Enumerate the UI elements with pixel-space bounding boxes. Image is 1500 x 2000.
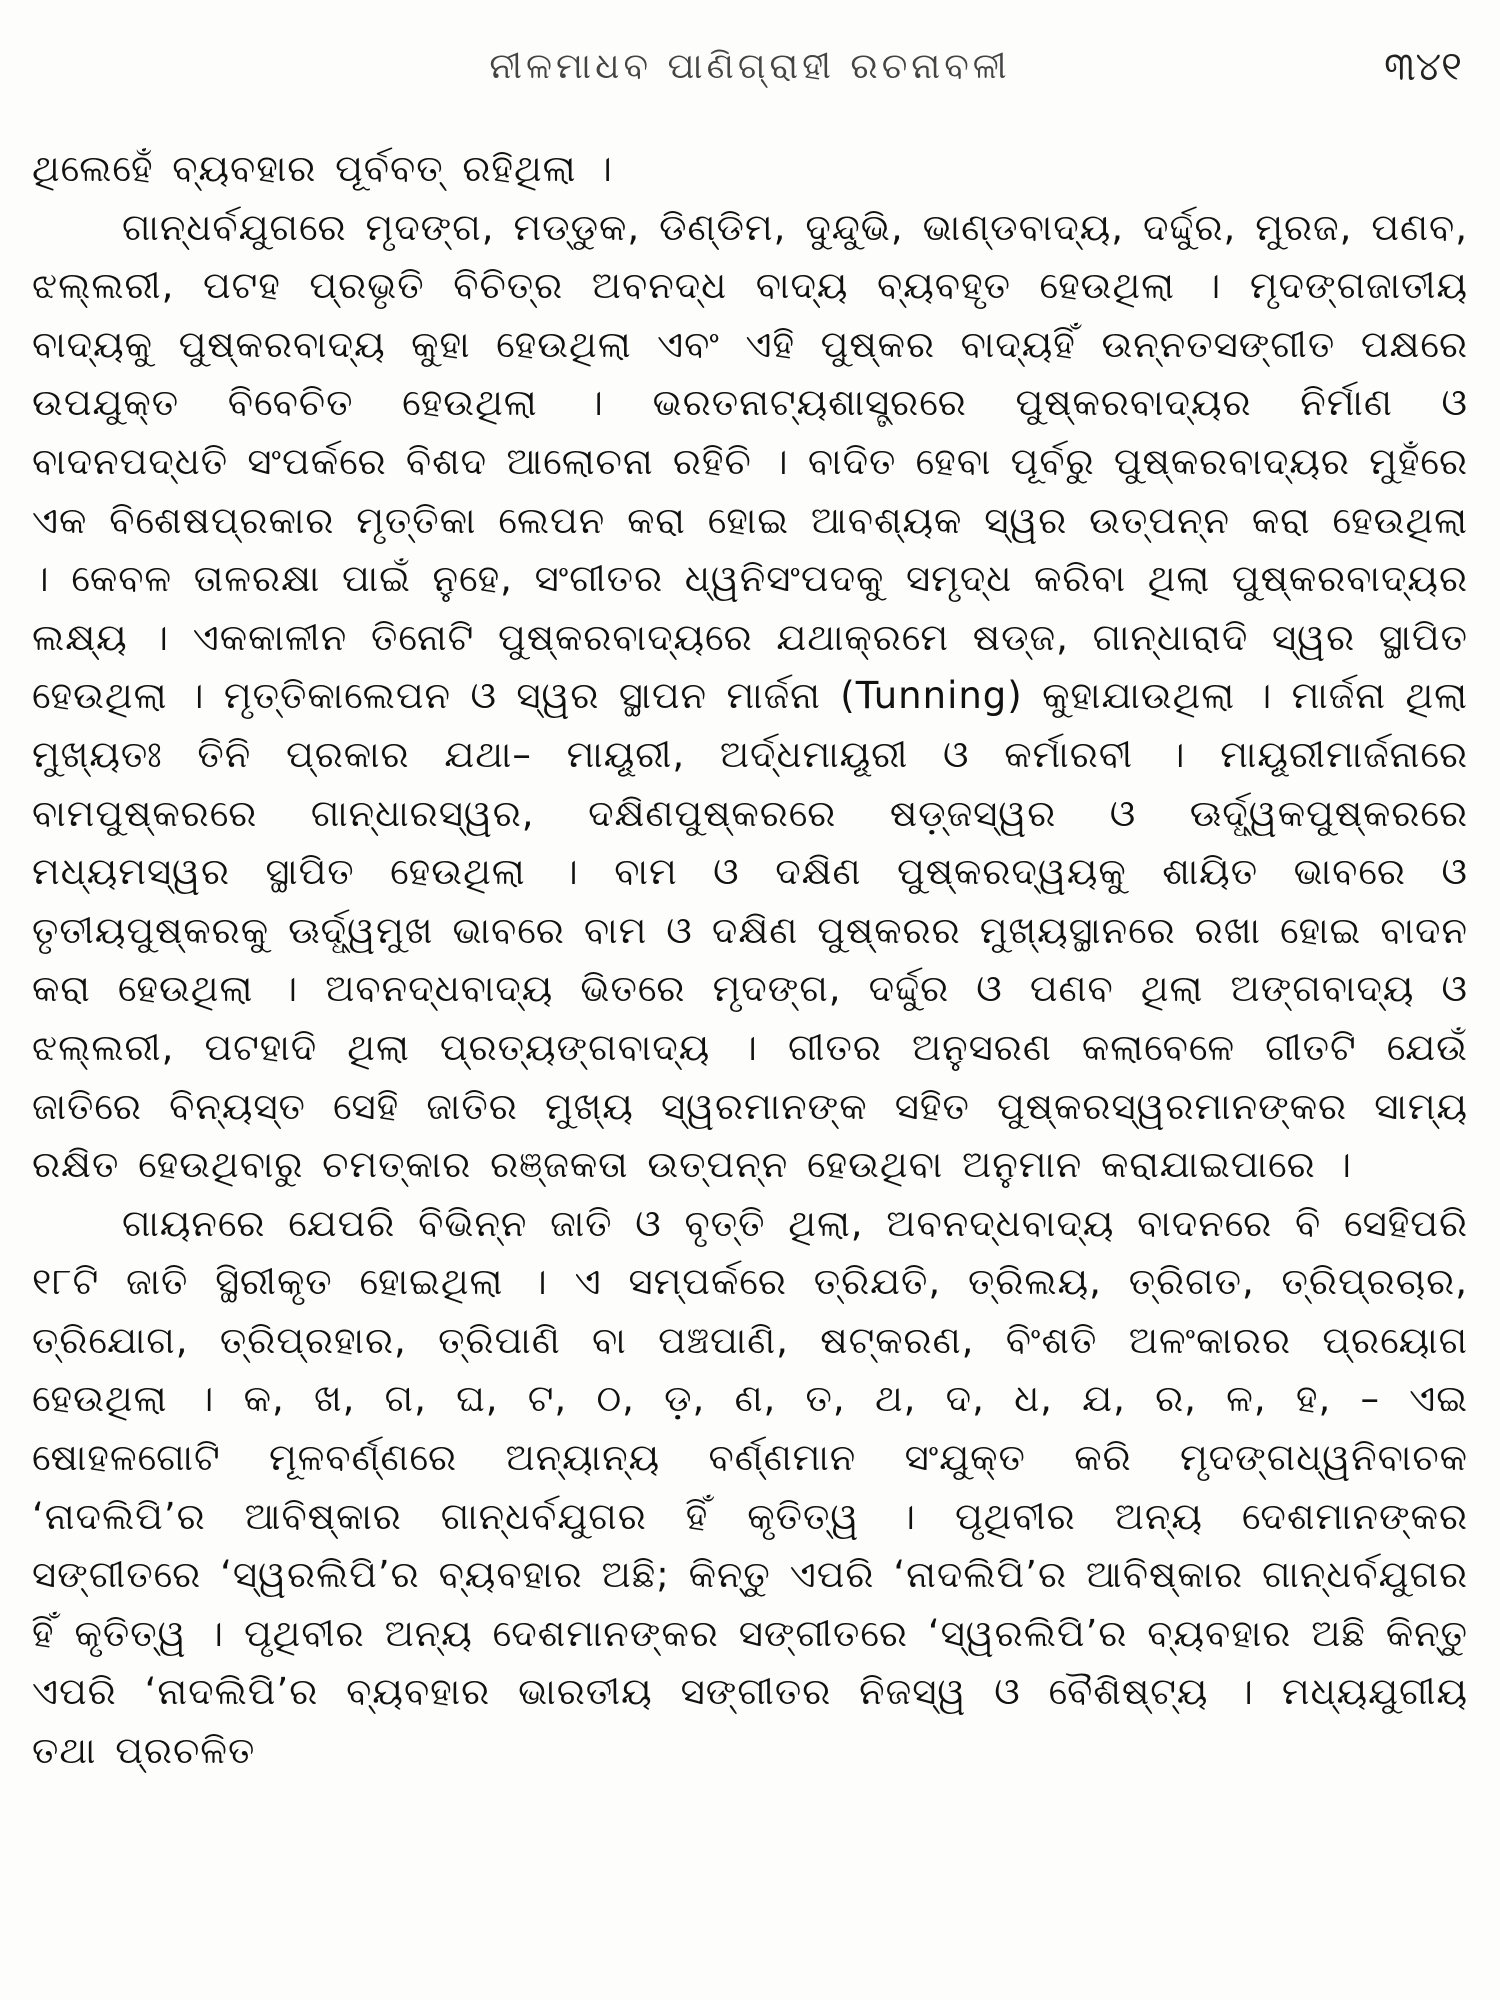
running-header bbox=[0, 40, 1500, 110]
paragraph-drumming-styles: ଗାୟନରେ ଯେପରି ବିଭିନ୍ନ ଜାତି ଓ ବୃତ୍ତି ଥିଲା, ଅବନଦ୍ଧବାଦ୍ୟ ବାଦନରେ ବି ସେହିପରି ୧୮ଟି ଜାତି ସ୍ଥିରୀକୃତ ହୋଇଥିଲା । ଏ ସମ୍ପର୍କରେ ତ୍ରିଯତି, ତ୍ରିଲୟ, ତ୍ରିଗତ, ତ୍ରିପ୍ରଚାର, ତ୍ରିଯୋଗ, ତ୍ରିପ୍ରହାର, ତ୍ରିପାଣି ବା ପଞ୍ଚପାଣି, ଷଟ୍କରଣ, ବିଂଶତି ଅଳଂକାରର ପ୍ରୟୋଗ ହେଉଥିଲା । କ, ଖ, ଗ, ଘ, ଟ, ଠ, ଡ଼, ଣ, ତ, ଥ, ଦ, ଧ, ଯ, ର, ଳ, ହ, – ଏଇ ଷୋହଳଗୋଟି ମୂଳବର୍ଣ୍ଣରେ ଅନ୍ୟାନ୍ୟ ବର୍ଣ୍ଣମାନ ସଂଯୁକ୍ତ କରି ମୃଦଙ୍ଗଧ୍ୱନିବାଚକ ‘ନାଦଲିପି’ର ଆବିଷ୍କାର ଗାନ୍ଧର୍ବଯୁଗର ହିଁ କୃତିତ୍ୱ । ପୃଥିବୀର ଅନ୍ୟ ଦେଶମାନଙ୍କର ସଙ୍ଗୀତରେ ‘ସ୍ୱରଲିପି’ର ବ୍ୟବହାର ଅଛି; କିନ୍ତୁ ଏପରି ‘ନାଦଲିପି’ର ଆବିଷ୍କାର ଗାନ୍ଧର୍ବଯୁଗର ହିଁ କୃତିତ୍ୱ । ପୃଥିବୀର ଅନ୍ୟ ଦେଶମାନଙ୍କର ସଙ୍ଗୀତରେ ‘ସ୍ୱରଲିପି’ର ବ୍ୟବହାର ଅଛି କିନ୍ତୁ ଏପରି ‘ନାଦଲିପି’ର ବ୍ୟବହାର ଭାରତୀୟ ସଙ୍ଗୀତର ନିଜସ୍ୱ ଓ ବୈଶିଷ୍ଟ୍ୟ । ମଧ୍ୟଯୁଗୀୟ ତଥା ପ୍ରଚଳିତ bbox=[32, 1201, 1468, 1773]
page-number: ୩୪୧ bbox=[1384, 44, 1462, 90]
paragraph-continuation: ଥିଲେହେଁ ବ୍ୟବହାର ପୂର୍ବବତ୍ ରହିଥିଲା । bbox=[32, 147, 613, 190]
paragraph-drums: ଗାନ୍ଧର୍ବଯୁଗରେ ମୃଦଙ୍ଗ, ମଡ୍ଡୁକ, ଡିଣ୍ଡିମ, ଦୁନ୍ଦୁଭି, ଭାଣ୍ଡବାଦ୍ୟ, ଦର୍ଦ୍ଦୁର, ମୁରଜ, ପଣବ, ଝଲ୍ଲରୀ, ପଟହ ପ୍ରଭୃତି ବିଚିତ୍ର ଅବନଦ୍ଧ ବାଦ୍ୟ ବ୍ୟବହୃତ ହେଉଥିଲା । ମୃଦଙ୍ଗଜାତୀୟ ବାଦ୍ୟକୁ ପୁଷ୍କରବାଦ୍ୟ କୁହା ହେଉଥିଲା ଏବଂ ଏହି ପୁଷ୍କର ବାଦ୍ୟହିଁ ଉନ୍ନତସଙ୍ଗୀତ ପକ୍ଷରେ ଉପଯୁକ୍ତ ବିବେଚିତ ହେଉଥିଲା । ଭରତନାଟ୍ୟଶାସ୍ତ୍ରରେ ପୁଷ୍କରବାଦ୍ୟର ନିର୍ମାଣ ଓ ବାଦନପଦ୍ଧତି ସଂପର୍କରେ ବିଶଦ ଆଲୋଚନା ରହିଚି । ବାଦିତ ହେବା ପୂର୍ବରୁ ପୁଷ୍କରବାଦ୍ୟର ମୁହଁରେ ଏକ ବିଶେଷପ୍ରକାର ମୃତ୍ତିକା ଲେପନ କରା ହୋଇ ଆବଶ୍ୟକ ସ୍ୱର ଉତ୍ପନ୍ନ କରା ହେଉଥିଲା । କେବଳ ତାଳରକ୍ଷା ପାଇଁ ନୁହେ, ସଂଗୀତର ଧ୍ୱନିସଂପଦକୁ ସମୃଦ୍ଧ କରିବା ଥିଲା ପୁଷ୍କରବାଦ୍ୟର ଲକ୍ଷ୍ୟ । ଏକକାଳୀନ ତିନୋଟି ପୁଷ୍କରବାଦ୍ୟରେ ଯଥାକ୍ରମେ ଷଡ୍ଜ, ଗାନ୍ଧାରାଦି ସ୍ୱର ସ୍ଥାପିତ ହେଉଥିଲା । ମୃତ୍ତିକାଲେପନ ଓ ସ୍ୱର ସ୍ଥାପନ ମାର୍ଜନା (Tunning) କୁହାଯାଉଥିଲା । ମାର୍ଜନା ଥିଲା ମୁଖ୍ୟତଃ ତିନି ପ୍ରକାର ଯଥା– ମାୟୂରୀ, ଅର୍ଦ୍ଧମାୟୂରୀ ଓ କର୍ମାରବୀ । ମାୟୂରୀମାର୍ଜନାରେ ବାମପୁଷ୍କରରେ ଗାନ୍ଧାରସ୍ୱର, ଦକ୍ଷିଣପୁଷ୍କରରେ ଷଡ଼୍ଜସ୍ୱର ଓ ଊର୍ଦ୍ଧ୍ୱକପୁଷ୍କରରେ ମଧ୍ୟମସ୍ୱର ସ୍ଥାପିତ ହେଉଥିଲା । ବାମ ଓ ଦକ୍ଷିଣ ପୁଷ୍କରଦ୍ୱୟକୁ ଶାୟିତ ଭାବରେ ଓ ତୃତୀୟପୁଷ୍କରକୁ ଊର୍ଦ୍ଧ୍ୱମୁଖ ଭାବରେ ବାମ ଓ ଦକ୍ଷିଣ ପୁଷ୍କରର ମୁଖ୍ୟସ୍ଥାନରେ ରଖା ହୋଇ ବାଦନ କରା ହେଉଥିଲା । ଅବନଦ୍ଧବାଦ୍ୟ ଭିତରେ ମୃଦଙ୍ଗ, ଦର୍ଦ୍ଦୁର ଓ ପଣବ ଥିଲା ଅଙ୍ଗବାଦ୍ୟ ଓ ଝଲ୍ଲରୀ, ପଟହାଦି ଥିଲା ପ୍ରତ୍ୟଙ୍ଗବାଦ୍ୟ । ଗୀତର ଅନୁସରଣ କଲାବେଳେ ଗୀତଟି ଯେଉଁ ଜାତିରେ ବିନ୍ୟସ୍ତ ସେହି ଜାତିର ମୁଖ୍ୟ ସ୍ୱରମାନଙ୍କ ସହିତ ପୁଷ୍କରସ୍ୱରମାନଙ୍କର ସାମ୍ୟ ରକ୍ଷିତ ହେଉଥିବାରୁ ଚମତ୍କାର ରଞ୍ଜକତା ଉତ୍ପନ୍ନ ହେଉଥିବା ଅନୁମାନ କରାଯାଇପାରେ । bbox=[32, 205, 1468, 1187]
book-title: ନୀଳମାଧବ ପାଣିଗ୍ରାହୀ ରଚନାବଳୀ bbox=[489, 46, 1011, 87]
body-text bbox=[32, 140, 1468, 1980]
